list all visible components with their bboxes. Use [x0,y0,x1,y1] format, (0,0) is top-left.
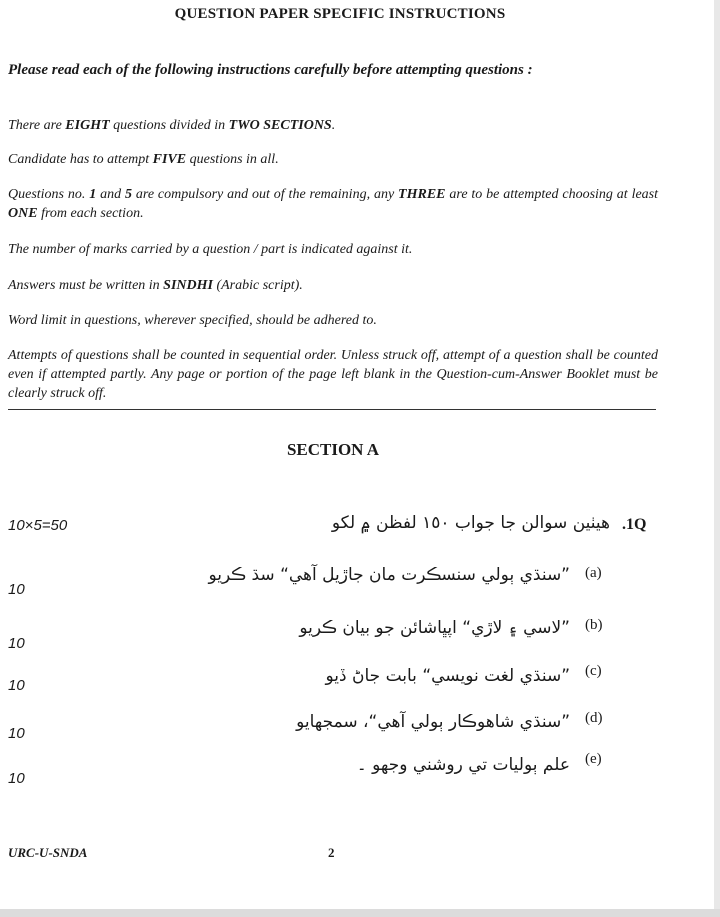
instructions-divider [8,409,656,410]
page-title: QUESTION PAPER SPECIFIC INSTRUCTIONS [174,6,506,22]
instruction-4: The number of marks carried by a question / part is indicated against it. [8,242,413,257]
instruction-3: Questions no. 1 and 5 are compulsory and out of the remaining, any THREE are to be attempted choosing at least ONE from each section. [8,187,659,221]
instruction-2: Candidate has to attempt FIVE questions in all. [8,152,279,167]
instruction-7: Attempts of questions shall be counted in sequential order. Unless struck off, attempt of a question shall be counted even if attempted partly. Any page or portion of the page left blank in the Question-cum-Answer Booklet must be clearly struck off. [8,348,658,401]
subpart-e-label: (e) [585,751,602,767]
page-number: 2 [328,845,335,860]
scan-edge-bottom [0,909,720,917]
subpart-d-marks: 10 [8,725,25,742]
subpart-c-label: (c) [585,663,602,679]
subpart-a-text: ”سنڌي ٻولي سنسڪرت مان جاڙيل آهي“ سڌ ڪريو [208,565,570,585]
subpart-a-label: (a) [585,565,602,581]
subpart-c-text: ”سنڌي لغت نويسي“ بابت جاڻ ڏيو [325,666,570,686]
subpart-e-marks: 10 [8,770,25,787]
subpart-b-text: ”لاسي ۽ لاڙي“ اپڀاشائن جو بيان ڪريو [299,618,570,638]
instruction-5: Answers must be written in SINDHI (Arabic script). [8,278,303,293]
question-1-number: .1Q [622,516,647,533]
section-title: SECTION A [286,440,380,459]
instruction-1: There are EIGHT questions divided in TWO SECTIONS. [8,118,336,133]
subpart-b-label: (b) [585,617,603,633]
question-1-text: هيٺين سوالن جا جواب ١٥٠ لفظن ۾ لکو [331,513,610,533]
subpart-e-text: علم ٻوليات تي روشني وجهو ۔ [356,755,570,775]
question-1-total-marks: 10×5=50 [8,517,68,534]
scan-edge-right [714,0,720,917]
subpart-b-marks: 10 [8,635,25,652]
subpart-c-marks: 10 [8,677,25,694]
instructions-lead: Please read each of the following instructions carefully before attempting questions : [8,62,533,78]
subpart-d-text: ”سنڌي شاهوڪار ٻولي آهي“، سمجهايو [296,712,570,732]
subpart-d-label: (d) [585,710,603,726]
paper-code: URC-U-SNDA [8,845,88,860]
subpart-a-marks: 10 [8,581,25,598]
instruction-6: Word limit in questions, wherever specified, should be adhered to. [8,313,377,328]
